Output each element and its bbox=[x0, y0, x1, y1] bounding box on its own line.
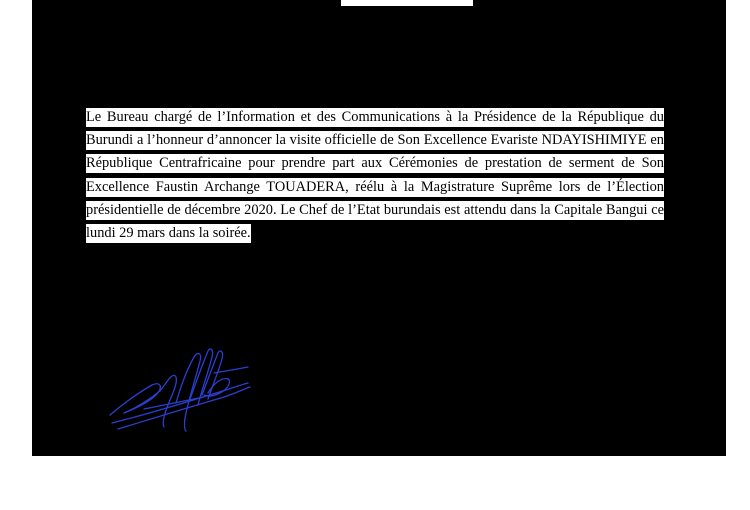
communique-text: Le Bureau chargé de l’Information et des Communications à la Présidence de la République du Burundi a l’honneur d’annoncer la visite officielle de Son Excellence Evariste NDAYISHIMIYE en République Centrafricaine pour prendre part aux Cérémonies de prestation de serment de Son Excellence Faustin Archange TOUADERA, réélu à la Magistrature Suprême lors de l’Élection présidentielle de décembre 2020. Le Chef de l’Etat burundais est attendu dans la Capitale Bangui ce lundi 29 mars dans la soirée. bbox=[86, 109, 664, 242]
header-redaction-gap bbox=[341, 0, 473, 6]
communique-paragraph bbox=[86, 106, 664, 245]
handwritten-signature bbox=[104, 343, 254, 435]
